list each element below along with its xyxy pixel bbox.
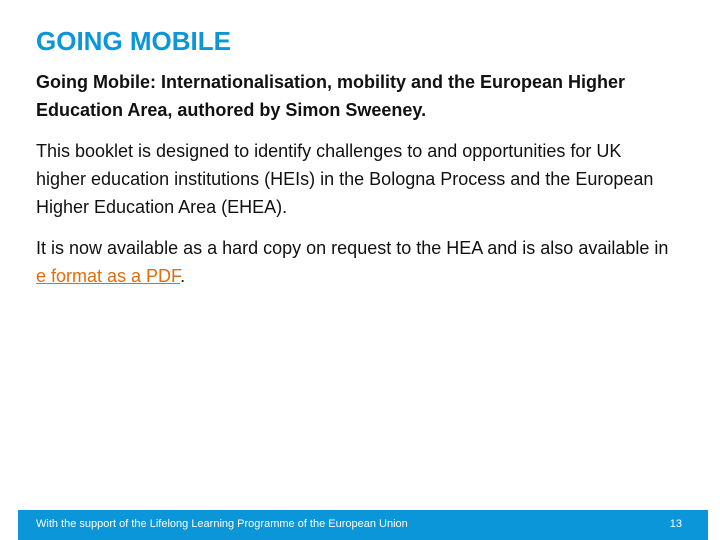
publication-subtitle: Going Mobile: Internationalisation, mobility and the European Higher Education Area, authored by Simon Sweeney. <box>36 72 626 120</box>
page-number: 13 <box>669 518 682 530</box>
slide-body <box>36 68 676 303</box>
description-paragraph: This booklet is designed to identify challenges to and opportunities for UK higher education institutions (HEIs) in the Bologna Process and the European Higher Education Area (EHEA). <box>36 141 654 217</box>
footer-bar <box>18 510 708 540</box>
pdf-link[interactable]: e format as a PDF <box>36 266 181 286</box>
slide-title: GOING MOBILE <box>36 26 231 56</box>
availability-text: It is now available as a hard copy on request to the HEA and is also available in <box>36 238 669 258</box>
footer-credit: With the support of the Lifelong Learning Programme of the European Union <box>36 518 408 530</box>
availability-paragraph <box>36 234 676 290</box>
availability-end: . <box>180 266 186 286</box>
